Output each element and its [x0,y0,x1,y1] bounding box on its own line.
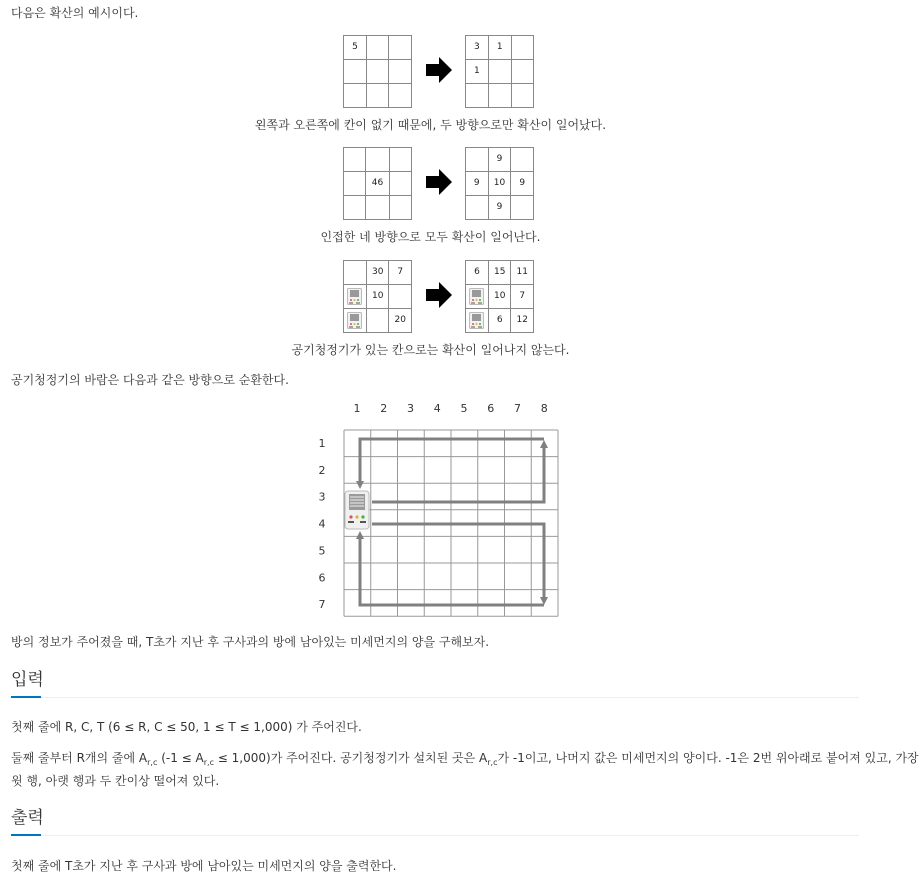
grid-cell [511,148,534,172]
input-section-title: 입력 [11,670,44,690]
example1-before-grid [343,35,412,108]
grid-cell: 1 [466,60,489,84]
grid-cell [366,60,389,84]
row-label: 6 [318,571,326,585]
grid-cell [511,84,533,108]
section-divider [11,835,859,836]
grid-cell [344,148,366,172]
grid-cell [366,309,389,333]
grid-cell: 10 [488,285,511,309]
grid-cell [511,196,534,220]
column-label: 6 [487,402,495,415]
grid-cell [389,36,412,60]
grid-cell [466,285,489,309]
input-line-1: 첫째 줄에 R, C, T (6 ≤ R, C ≤ 50, 1 ≤ T ≤ 1,000) 가 주어진다. [11,720,362,734]
grid-cell [344,196,366,220]
section-title-underline [11,834,41,836]
example1-after-grid [465,35,534,108]
example2-after-grid [465,147,534,220]
column-label: 4 [433,402,441,415]
air-purifier-icon [469,312,484,329]
grid-cell [366,36,389,60]
example3-after-grid [465,260,534,333]
section-title-underline [11,696,41,698]
grid-cell [389,60,412,84]
right-arrow-icon [426,169,452,195]
grid-cell [344,60,367,84]
circulation-diagram [300,395,570,625]
grid-cell: 1 [488,36,511,60]
example3-before-grid [343,260,412,333]
output-line-1: 첫째 줄에 T초가 지난 후 구사과 방에 남아있는 미세먼지의 양을 출력한다. [11,859,397,873]
grid-cell [488,60,511,84]
grid-cell: 9 [488,196,511,220]
grid-cell: 6 [488,309,511,333]
grid-cell: 6 [466,261,489,285]
column-label: 7 [514,402,521,415]
output-section-title: 출력 [11,808,44,828]
air-purifier-icon [347,288,362,305]
row-label: 3 [318,490,326,504]
grid-cell [344,309,367,333]
air-purifier-icon [345,491,369,529]
question-text: 방의 정보가 주어졌을 때, T초가 지난 후 구사과의 방에 남아있는 미세먼지의 양을 구해보자. [11,635,490,649]
intro-text: 다음은 확산의 예시이다. [11,6,139,20]
section-divider [11,697,859,698]
column-label: 5 [460,402,468,415]
example2-before-grid [343,147,412,220]
grid-cell [389,148,411,172]
example1-caption: 왼쪽과 오른쪽에 칸이 없기 때문에, 두 방향으로만 확산이 일어났다. [254,118,607,132]
column-label: 2 [380,402,388,415]
example3-caption: 공기청정기가 있는 칸으로는 확산이 일어나지 않는다. [291,343,570,357]
grid-cell [366,84,389,108]
grid-cell: 9 [466,172,489,196]
example2-caption: 인접한 네 방향으로 모두 확산이 일어난다. [320,230,541,244]
grid-cell [466,309,489,333]
grid-cell: 10 [488,172,511,196]
grid-cell: 30 [366,261,389,285]
grid-cell [344,84,367,108]
right-arrow-icon [426,282,452,308]
grid-cell [344,261,367,285]
grid-cell [344,172,366,196]
circulation-text: 공기청정기의 바람은 다음과 같은 방향으로 순환한다. [11,373,289,387]
input-line-2: 둘째 줄부터 R개의 줄에 $A_{r,c}$ $(-1 \le A_{r,c} \le 1,000)$가 주어진다. 공기청정기가 설치된 곳은 $A_{r,c}$가 -1이고, 나머지 값은 미세먼지의 양이다. -1은 2번 위아래로 붙어져 있고, 가장 [11,751,919,767]
row-label: 7 [318,598,326,612]
grid-cell [389,172,411,196]
row-label: 1 [318,437,326,450]
grid-cell [366,148,389,172]
input-line-3: 윗 행, 아랫 행과 두 칸이상 떨어져 있다. [11,774,220,788]
column-label: 1 [353,402,361,415]
grid-cell [466,148,489,172]
grid-cell: 10 [366,285,389,309]
grid-cell: 11 [511,261,534,285]
row-label: 2 [318,463,326,477]
grid-cell [488,84,511,108]
grid-cell: 15 [488,261,511,285]
grid-cell: 9 [488,148,511,172]
grid-cell: 9 [511,172,534,196]
grid-cell: 7 [511,285,534,309]
column-label: 3 [407,402,414,415]
grid-cell [511,60,533,84]
grid-cell [389,84,412,108]
air-purifier-icon [469,288,484,305]
row-label: 5 [318,544,326,558]
grid-cell: 5 [344,36,367,60]
grid-cell: 12 [511,309,534,333]
grid-cell [466,84,489,108]
grid-cell [511,36,533,60]
upper-circulation-flow [360,439,544,502]
grid-cell [466,196,489,220]
row-label: 4 [318,517,326,531]
right-arrow-icon [426,57,452,83]
grid-cell [389,285,412,309]
grid-cell: 3 [466,36,489,60]
grid-cell: 20 [389,309,412,333]
grid-cell [389,196,411,220]
air-purifier-icon [347,312,362,329]
grid-cell: 46 [366,172,389,196]
grid-cell: 7 [389,261,412,285]
grid-cell [344,285,367,309]
grid-cell [366,196,389,220]
column-label: 8 [540,402,548,415]
